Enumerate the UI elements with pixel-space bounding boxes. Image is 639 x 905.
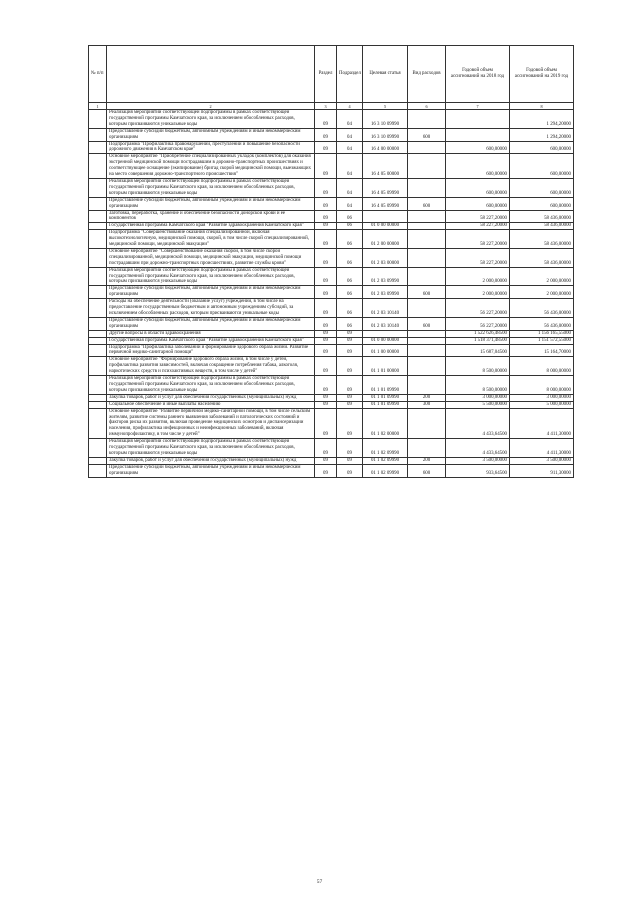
expense-type-cell (408, 141, 446, 154)
expense-type-cell: 200 (408, 394, 446, 401)
header-expense-type: Вид расходов (408, 46, 446, 103)
table-row (89, 457, 574, 464)
razdel-cell: 09 (315, 394, 337, 401)
razdel-cell: 09 (315, 408, 337, 439)
amount-2019-cell: 5 000,00000 (510, 401, 574, 408)
razdel-cell: 09 (315, 457, 337, 464)
row-number-cell (89, 248, 107, 267)
podrazdel-cell: 04 (337, 197, 363, 210)
amount-2019-cell: 8 000,00000 (510, 357, 574, 376)
amount-2018-cell: 58 227,20000 (446, 230, 510, 249)
podrazdel-cell: 04 (337, 178, 363, 197)
row-number-cell (89, 408, 107, 439)
column-index: 8 (510, 103, 574, 110)
expense-name-cell: Реализация мероприятий соответствующей подпрограммы в рамках соответствующей государственной программы Камчатского края, за исключением обособленных расходов, которым присваиваются уникальные коды (107, 178, 315, 197)
expense-name-cell: Заготовка, переработка, хранение и обеспечение безопасности донорской крови и ее компонентов (107, 210, 315, 223)
row-number-cell (89, 141, 107, 154)
expense-name-cell: Подпрограмма "Профилактика правонарушений, преступлений и повышение безопасности дорожного движения в Камчатском крае" (107, 141, 315, 154)
expense-type-cell (408, 299, 446, 318)
row-number-cell (89, 330, 107, 337)
amount-2018-cell: 933,64500 (446, 464, 510, 477)
razdel-cell: 09 (315, 223, 337, 230)
expense-name-cell: Реализация мероприятий соответствующей подпрограммы в рамках соответствующей государственной программы Камчатского края, за исключением обособленных расходов, которым присваиваются уникальные коды (107, 110, 315, 129)
table-row (89, 401, 574, 408)
target-article-cell: 01 1 01 09990 (363, 394, 408, 401)
razdel-cell: 09 (315, 110, 337, 129)
target-article-cell: 01 2 00 00000 (363, 230, 408, 249)
row-number-cell (89, 376, 107, 395)
expense-name-cell: Государственная программа Камчатского края "Развитие здравоохранения Камчатского края" (107, 223, 315, 230)
target-article-cell: 16 4 00 00000 (363, 141, 408, 154)
row-number-cell (89, 210, 107, 223)
row-number-cell (89, 464, 107, 477)
amount-2018-cell: 58 227,20000 (446, 248, 510, 267)
amount-2018-cell (446, 128, 510, 141)
target-article-cell: 16 4 05 09990 (363, 178, 408, 197)
expense-name-cell: Реализация мероприятий соответствующей подпрограммы в рамках соответствующей государственной программы Камчатского края, за исключением обособленных расходов, которым присваиваются уникальные коды (107, 376, 315, 395)
razdel-cell: 09 (315, 267, 337, 286)
expense-type-cell (408, 210, 446, 223)
row-number-cell (89, 439, 107, 458)
target-article-cell: 01 0 00 00000 (363, 337, 408, 344)
target-article-cell: 01 1 02 09990 (363, 464, 408, 477)
row-number-cell (89, 457, 107, 464)
table-row (89, 230, 574, 249)
table-row (89, 110, 574, 129)
expense-type-cell: 600 (408, 286, 446, 299)
expense-name-cell: Предоставление субсидий бюджетным, автономным учреждениям и иным некоммерческим организациям (107, 128, 315, 141)
razdel-cell: 09 (315, 357, 337, 376)
expense-name-cell: Закупка товаров, работ и услуг для обеспечения государственных (муниципальных) нужд (107, 457, 315, 464)
header-name (107, 46, 315, 103)
expense-name-cell: Другие вопросы в области здравоохранения (107, 330, 315, 337)
razdel-cell: 09 (315, 197, 337, 210)
expense-type-cell (408, 267, 446, 286)
target-article-cell: 01 0 00 00000 (363, 223, 408, 230)
target-article-cell (363, 330, 408, 337)
target-article-cell: 01 2 03 10140 (363, 299, 408, 318)
row-number-cell (89, 110, 107, 129)
expense-name-cell: Реализация мероприятий соответствующей подпрограммы в рамках соответствующей государственной программы Камчатского края, за исключением обособленных расходов, которым присваиваются уникальные коды (107, 267, 315, 286)
podrazdel-cell: 09 (337, 344, 363, 357)
amount-2019-cell: 600,00000 (510, 141, 574, 154)
razdel-cell: 09 (315, 248, 337, 267)
row-number-cell (89, 286, 107, 299)
table-row (89, 464, 574, 477)
table-row (89, 376, 574, 395)
expense-type-cell (408, 439, 446, 458)
expense-type-cell: 600 (408, 464, 446, 477)
expense-name-cell: Расходы на обеспечение деятельности (оказание услуг) учреждений, в том числе на предоставление государственным бюджетным и автономным учреждениям субсидий, за исключением обособленных расходов, которым присваиваются уникальные коды (107, 299, 315, 318)
amount-2018-cell: 8 500,00000 (446, 376, 510, 395)
table-row (89, 141, 574, 154)
target-article-cell: 01 1 02 09990 (363, 457, 408, 464)
amount-2019-cell: 8 000,00000 (510, 376, 574, 395)
expense-type-cell: 600 (408, 197, 446, 210)
target-article-cell: 16 3 10 09990 (363, 110, 408, 129)
table-row (89, 223, 574, 230)
table-row (89, 178, 574, 197)
razdel-cell: 09 (315, 401, 337, 408)
podrazdel-cell: 04 (337, 110, 363, 129)
amount-2019-cell: 3 500,00000 (510, 457, 574, 464)
target-article-cell: 01 2 03 00000 (363, 248, 408, 267)
expense-name-cell: Предоставление субсидий бюджетным, автономным учреждениям и иным некоммерческим организациям (107, 197, 315, 210)
podrazdel-cell: 09 (337, 408, 363, 439)
razdel-cell: 09 (315, 286, 337, 299)
razdel-cell: 09 (315, 299, 337, 318)
amount-2018-cell: 58 227,20000 (446, 210, 510, 223)
header-razdel: Раздел (315, 46, 337, 103)
razdel-cell: 09 (315, 178, 337, 197)
amount-2019-cell: 2 000,00000 (510, 267, 574, 286)
header-num: № п/п (89, 46, 107, 103)
column-index: 2 (107, 103, 315, 110)
table-row (89, 344, 574, 357)
expense-type-cell: 300 (408, 401, 446, 408)
row-number-cell (89, 154, 107, 179)
amount-2019-cell: 58 436,00000 (510, 210, 574, 223)
amount-2019-cell: 2 000,00000 (510, 286, 574, 299)
header-amount-2018: Годовой объем ассигнований на 2018 год (446, 46, 510, 103)
podrazdel-cell: 06 (337, 210, 363, 223)
table-row (89, 248, 574, 267)
amount-2019-cell: 58 436,00000 (510, 248, 574, 267)
table-row (89, 317, 574, 330)
amount-2019-cell: 1 294,20000 (510, 128, 574, 141)
budget-table (88, 45, 574, 478)
expense-type-cell (408, 223, 446, 230)
expense-type-cell (408, 330, 446, 337)
expense-type-cell (408, 376, 446, 395)
target-article-cell: 01 1 01 09990 (363, 401, 408, 408)
amount-2019-cell: 600,00000 (510, 154, 574, 179)
amount-2019-cell: 15 164,70000 (510, 344, 574, 357)
amount-2018-cell: 56 227,20000 (446, 299, 510, 318)
expense-type-cell (408, 154, 446, 179)
row-number-cell (89, 344, 107, 357)
expense-name-cell: Предоставление субсидий бюджетным, автономным учреждениям и иным некоммерческим организациям (107, 317, 315, 330)
podrazdel-cell: 09 (337, 376, 363, 395)
row-number-cell (89, 357, 107, 376)
target-article-cell: 16 4 05 09990 (363, 197, 408, 210)
expense-type-cell (408, 110, 446, 129)
amount-2018-cell: 15 687,04500 (446, 344, 510, 357)
column-index: 1 (89, 103, 107, 110)
amount-2019-cell: 4 411,30000 (510, 408, 574, 439)
razdel-cell: 09 (315, 141, 337, 154)
amount-2019-cell: 600,00000 (510, 197, 574, 210)
expense-name-cell: Основное мероприятие "Совершенствование оказания скорой, в том числе скорой специализированной, медицинской помощи, медицинской эвакуации, медицинской помощи пострадавшим при дорожно-транспортных происшествиях, развитие службы крови" (107, 248, 315, 267)
amount-2018-cell: 3 000,00000 (446, 394, 510, 401)
target-article-cell: 01 1 02 00000 (363, 408, 408, 439)
expense-name-cell: Подпрограмма "Совершенствование оказания специализированной, включая высокотехнологичную, медицинской помощи, скорой, в том числе скорой специализированной, медицинской помощи, медицинской эвакуации" (107, 230, 315, 249)
amount-2018-cell: 3 500,00000 (446, 457, 510, 464)
expense-type-cell (408, 357, 446, 376)
amount-2019-cell: 600,00000 (510, 178, 574, 197)
amount-2018-cell: 600,00000 (446, 141, 510, 154)
column-index: 4 (337, 103, 363, 110)
amount-2019-cell: 1 294,20000 (510, 110, 574, 129)
table-row (89, 337, 574, 344)
page-number: 57 (316, 879, 323, 885)
razdel-cell: 09 (315, 344, 337, 357)
expense-type-cell (408, 408, 446, 439)
podrazdel-cell: 04 (337, 128, 363, 141)
expense-name-cell: Государственная программа Камчатского края "Развитие здравоохранения Камчатского края" (107, 337, 315, 344)
target-article-cell: 01 2 03 10140 (363, 317, 408, 330)
razdel-cell: 09 (315, 376, 337, 395)
expense-name-cell: Основное мероприятие "Развитие первичной медико-санитарной помощи, в том числе сельским жителям, развитие системы раннего выявления заболеваний и патологических состояний и факторов риска их развития, включая проведение медицинских осмотров и диспансеризации населения, профилактика инфекционных и неинфекционных заболеваний, включая иммунопрофилактику, в том числе у детей" (107, 408, 315, 439)
table-row (89, 210, 574, 223)
podrazdel-cell: 06 (337, 299, 363, 318)
podrazdel-cell: 09 (337, 401, 363, 408)
amount-2019-cell: 1 156 165,55000 (510, 330, 574, 337)
header-target-article: Целевая статья (363, 46, 408, 103)
razdel-cell: 09 (315, 128, 337, 141)
razdel-cell: 09 (315, 464, 337, 477)
amount-2018-cell: 1 522 626,48500 (446, 330, 510, 337)
razdel-cell: 09 (315, 330, 337, 337)
expense-type-cell (408, 337, 446, 344)
row-number-cell (89, 230, 107, 249)
row-number-cell (89, 401, 107, 408)
row-number-cell (89, 223, 107, 230)
podrazdel-cell: 09 (337, 357, 363, 376)
table-row (89, 408, 574, 439)
column-index-row (89, 103, 574, 110)
row-number-cell (89, 267, 107, 286)
podrazdel-cell: 09 (337, 337, 363, 344)
podrazdel-cell: 06 (337, 286, 363, 299)
amount-2018-cell: 600,00000 (446, 154, 510, 179)
row-number-cell (89, 337, 107, 344)
expense-type-cell (408, 230, 446, 249)
header-amount-2019: Годовой объем ассигнований на 2019 год (510, 46, 574, 103)
amount-2019-cell: 58 436,00000 (510, 230, 574, 249)
podrazdel-cell: 09 (337, 439, 363, 458)
amount-2018-cell: 56 227,20000 (446, 317, 510, 330)
header-podrazdel: Подраздел (337, 46, 363, 103)
expense-type-cell (408, 344, 446, 357)
amount-2018-cell: 600,00000 (446, 178, 510, 197)
row-number-cell (89, 317, 107, 330)
row-number-cell (89, 197, 107, 210)
table-row (89, 330, 574, 337)
row-number-cell (89, 394, 107, 401)
amount-2018-cell: 600,00000 (446, 197, 510, 210)
podrazdel-cell: 06 (337, 267, 363, 286)
amount-2019-cell: 1 151 572,55000 (510, 337, 574, 344)
table-row (89, 267, 574, 286)
podrazdel-cell: 09 (337, 394, 363, 401)
column-index: 7 (446, 103, 510, 110)
expense-type-cell: 200 (408, 457, 446, 464)
amount-2018-cell: 8 500,00000 (446, 357, 510, 376)
amount-2019-cell: 4 411,30000 (510, 439, 574, 458)
target-article-cell: 01 1 00 00000 (363, 344, 408, 357)
target-article-cell: 16 3 10 09990 (363, 128, 408, 141)
podrazdel-cell: 04 (337, 141, 363, 154)
column-index: 5 (363, 103, 408, 110)
amount-2018-cell: 1 518 371,48500 (446, 337, 510, 344)
expense-name-cell: Основное мероприятие "Формирование здорового образа жизни, в том числе у детей, профилактика развития зависимостей, включая сокращение потребления табака, алкоголя, наркотических средств и психоактивных веществ, в том числе у детей" (107, 357, 315, 376)
expense-type-cell: 600 (408, 317, 446, 330)
amount-2018-cell: 5 500,00000 (446, 401, 510, 408)
column-index: 3 (315, 103, 337, 110)
amount-2019-cell: 56 436,00000 (510, 317, 574, 330)
amount-2019-cell: 911,30000 (510, 464, 574, 477)
table-row (89, 357, 574, 376)
table-row (89, 154, 574, 179)
target-article-cell: 01 1 01 09990 (363, 376, 408, 395)
expense-type-cell: 600 (408, 128, 446, 141)
target-article-cell: 01 2 03 09990 (363, 267, 408, 286)
table-row (89, 394, 574, 401)
amount-2018-cell: 4 433,64500 (446, 439, 510, 458)
table-row (89, 439, 574, 458)
table-row (89, 128, 574, 141)
expense-name-cell: Предоставление субсидий бюджетным, автономным учреждениям и иным некоммерческим организациям (107, 464, 315, 477)
podrazdel-cell: 06 (337, 317, 363, 330)
razdel-cell: 09 (315, 439, 337, 458)
target-article-cell: 01 1 02 09990 (363, 439, 408, 458)
amount-2018-cell: 2 000,00000 (446, 267, 510, 286)
podrazdel-cell: 09 (337, 457, 363, 464)
target-article-cell: 01 1 01 00000 (363, 357, 408, 376)
expense-type-cell (408, 178, 446, 197)
expense-name-cell: Подпрограмма "Профилактика заболеваний и формирование здорового образа жизни. Развитие первичной медико-санитарной помощи" (107, 344, 315, 357)
razdel-cell: 09 (315, 210, 337, 223)
expense-name-cell: Закупка товаров, работ и услуг для обеспечения государственных (муниципальных) нужд (107, 394, 315, 401)
expense-type-cell (408, 248, 446, 267)
table-row (89, 299, 574, 318)
target-article-cell: 01 2 03 09990 (363, 286, 408, 299)
podrazdel-cell: 06 (337, 248, 363, 267)
expense-name-cell: Основное мероприятие "Приобретение специализированных укладок (комплектов) для оказания экстренной медицинской помощи пострадавшим в дорожно-транспортных происшествиях и соответствующее оснащение (экипирование) бригад скорой медицинской помощи, выезжающих на место совершения дорожно-транспортного происшествия" (107, 154, 315, 179)
budget-table-sheet (88, 45, 573, 478)
row-number-cell (89, 128, 107, 141)
row-number-cell (89, 178, 107, 197)
column-index: 6 (408, 103, 446, 110)
podrazdel-cell: 09 (337, 330, 363, 337)
amount-2018-cell: 4 433,64500 (446, 408, 510, 439)
amount-2019-cell: 58 436,00000 (510, 223, 574, 230)
amount-2019-cell: 56 436,00000 (510, 299, 574, 318)
podrazdel-cell: 06 (337, 223, 363, 230)
razdel-cell: 09 (315, 230, 337, 249)
expense-name-cell: Социальное обеспечение и иные выплаты населению (107, 401, 315, 408)
amount-2018-cell: 58 227,20000 (446, 223, 510, 230)
amount-2019-cell: 3 000,00000 (510, 394, 574, 401)
podrazdel-cell: 06 (337, 230, 363, 249)
expense-name-cell: Предоставление субсидий бюджетным, автономным учреждениям и иным некоммерческим организациям (107, 286, 315, 299)
podrazdel-cell: 09 (337, 464, 363, 477)
amount-2018-cell (446, 110, 510, 129)
table-row (89, 286, 574, 299)
razdel-cell: 09 (315, 154, 337, 179)
table-row (89, 197, 574, 210)
header-row (89, 46, 574, 103)
row-number-cell (89, 299, 107, 318)
target-article-cell: 16 4 05 00000 (363, 154, 408, 179)
razdel-cell: 09 (315, 337, 337, 344)
podrazdel-cell: 04 (337, 154, 363, 179)
expense-name-cell: Реализация мероприятий соответствующей подпрограммы в рамках соответствующей государственной программы Камчатского края, за исключением обособленных расходов, которым присваиваются уникальные коды (107, 439, 315, 458)
razdel-cell: 09 (315, 317, 337, 330)
target-article-cell (363, 210, 408, 223)
amount-2018-cell: 2 000,00000 (446, 286, 510, 299)
